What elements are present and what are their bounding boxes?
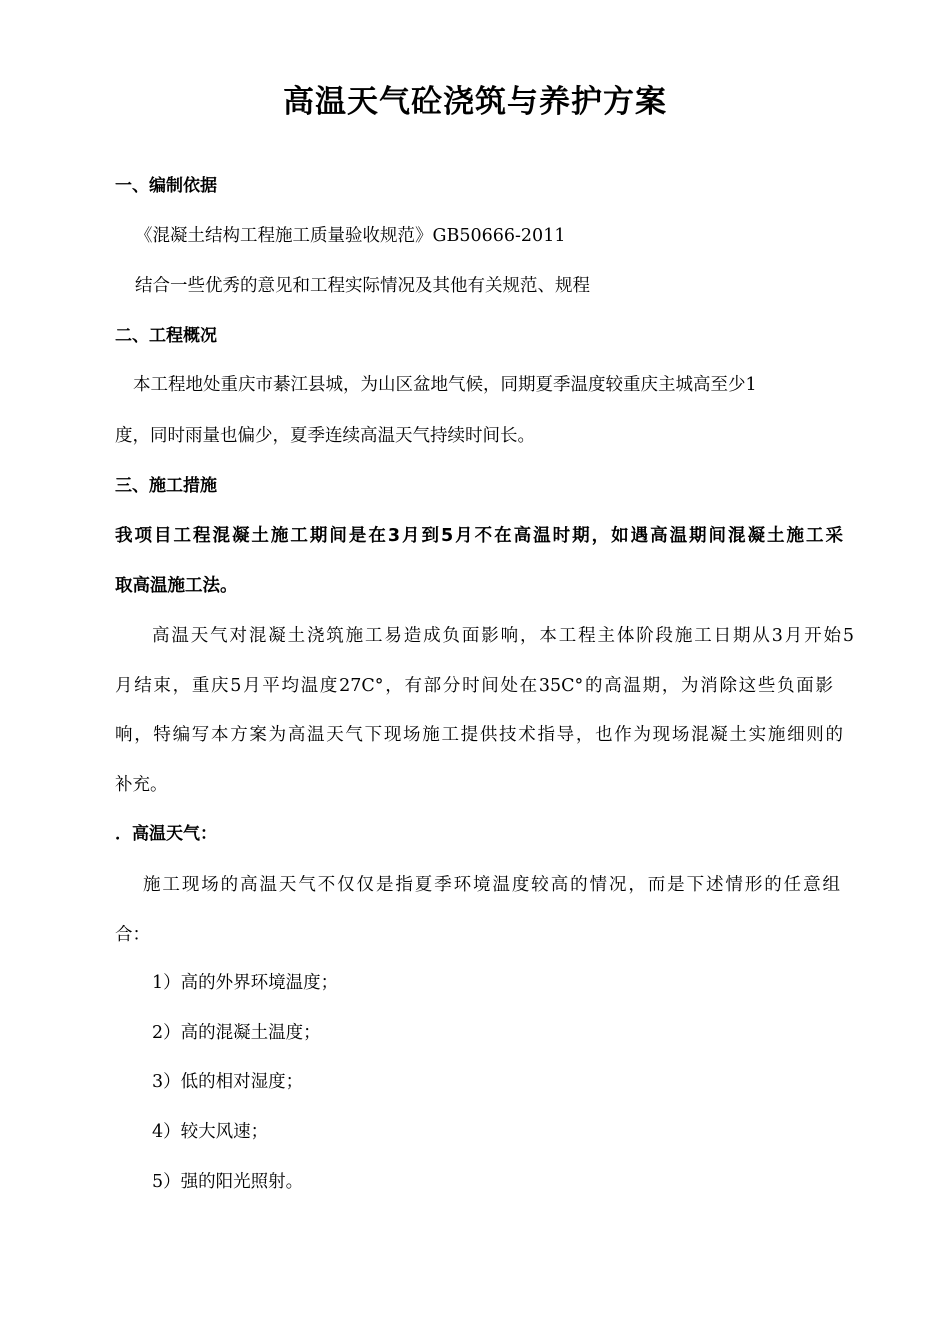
measures-line-4: 补充。	[115, 775, 168, 795]
hot-weather-item-3: 3）低的相对湿度；	[152, 1072, 304, 1092]
basis-line-2: 结合一些优秀的意见和工程实际情况及其他有关规范、规程	[135, 276, 590, 296]
measures-bold-line-2: 取高温施工法。	[115, 576, 238, 596]
section-heading-measures: 三、施工措施	[115, 476, 217, 496]
overview-line-2: 度，同时雨量也偏少，夏季连续高温天气持续时间长。	[115, 426, 535, 446]
measures-bold-line-1: 我项目工程混凝土施工期间是在3月到5月不在高温时期，如遇高温期间混凝土施工采	[115, 526, 843, 546]
hot-weather-line-1: 施工现场的高温天气不仅仅是指夏季环境温度较高的情况，而是下述情形的任意组	[143, 875, 840, 895]
measures-line-1: 高温天气对混凝土浇筑施工易造成负面影响，本工程主体阶段施工日期从3月开始5	[152, 626, 854, 646]
hot-weather-item-5: 5）强的阳光照射。	[152, 1172, 304, 1192]
section-heading-overview: 二、工程概况	[115, 326, 217, 346]
overview-line-1: 本工程地处重庆市綦江县城，为山区盆地气候，同期夏季温度较重庆主城高至少1	[133, 375, 757, 395]
section-heading-basis: 一、编制依据	[115, 176, 217, 196]
document-title: 高温天气砼浇筑与养护方案	[283, 84, 667, 120]
hot-weather-item-1: 1）高的外界环境温度；	[152, 973, 339, 993]
hot-weather-line-2: 合：	[115, 925, 150, 945]
hot-weather-item-2: 2）高的混凝土温度；	[152, 1023, 321, 1043]
basis-line-1: 《混凝土结构工程施工质量验收规范》GB50666-2011	[135, 226, 566, 246]
subsection-heading-hot-weather: ．高温天气：	[115, 824, 217, 844]
measures-line-2: 月结束，重庆5月平均温度27C°，有部分时间处在35C°的高温期，为消除这些负面影	[115, 676, 833, 696]
hot-weather-item-4: 4）较大风速；	[152, 1122, 269, 1142]
measures-line-3: 响，特编写本方案为高温天气下现场施工提供技术指导，也作为现场混凝土实施细则的	[115, 725, 843, 745]
